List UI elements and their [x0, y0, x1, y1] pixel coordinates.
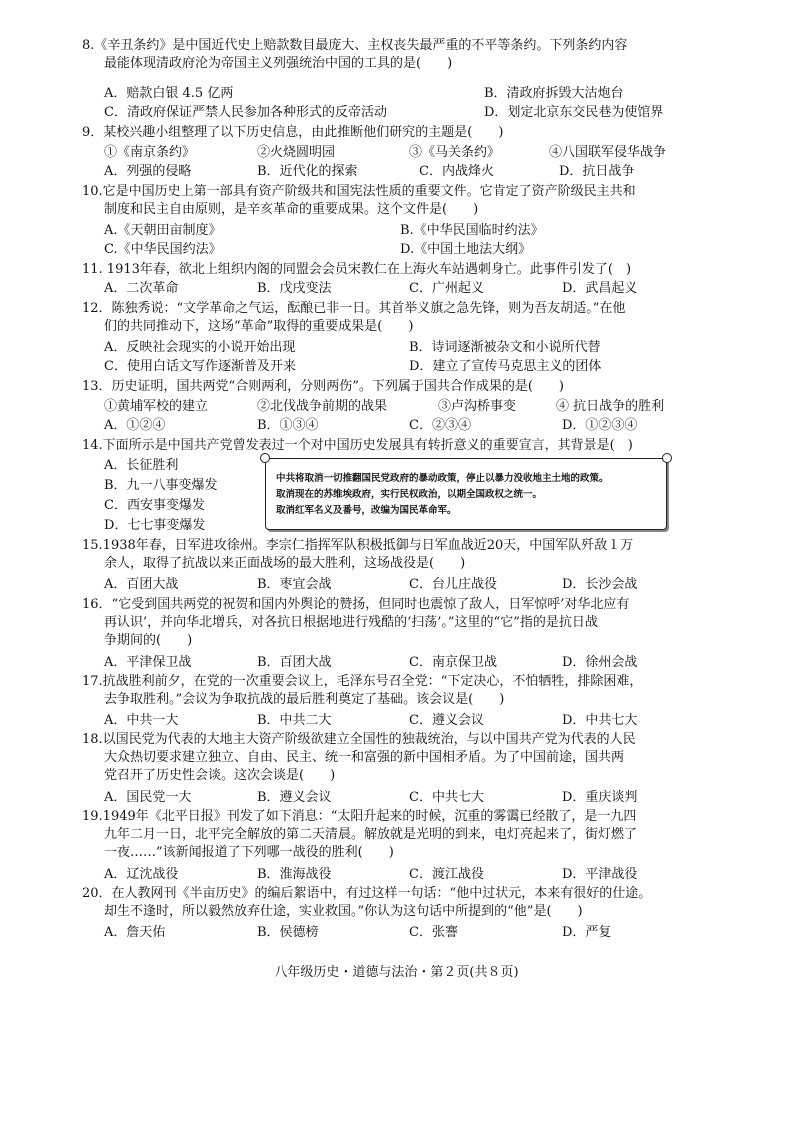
question-stem: 17.抗战胜利前夕，在党的一次重要会议上，毛泽东号召全党：“下定决心，不怕牺牲，排除困难， — [82, 674, 643, 689]
question-stem: 20．在人教网刊《半亩历史》的编后絮语中，有过这样一句话：“他中过状元，本来有很好的仕途。 — [82, 886, 652, 901]
option-d: D．建立了宣传马克思主义的团体 — [409, 359, 602, 374]
options-row — [82, 104, 722, 122]
question-continuation: 大众热切要求建立独立、自由、民主、统一和富强的新中国相矛盾。为了中国前途，国共两 — [104, 750, 625, 765]
option-c: C．南京保卫战 — [409, 655, 497, 670]
item-4: ④ 抗日战争的胜利 — [556, 399, 665, 414]
question-13 — [82, 378, 722, 396]
option-b: B．淮海战役 — [257, 867, 332, 882]
question-15 — [82, 537, 722, 573]
option-d: D．①②③④ — [562, 418, 638, 433]
question-18 — [82, 731, 722, 785]
option-b: B．九一八事变爆发 — [104, 478, 218, 493]
option-b: B．遵义会议 — [257, 790, 332, 805]
option-c: C.《中华民国约法》 — [104, 242, 222, 257]
option-b: B．清政府拆毁大沽炮台 — [484, 86, 624, 101]
question-stem: 15.1938年春，日军进攻徐州。李宗仁指挥军队积极抵御与日军血战近20天，中国军队歼敌１万 — [82, 538, 634, 553]
option-c: C．中共七大 — [409, 790, 484, 805]
option-c: C．张謇 — [409, 925, 458, 940]
declaration-line: 中共将取消一切推翻国民党政府的暴动政策，停止以暴力没收地主土地的政策。 — [276, 473, 609, 484]
item-2: ②北伐战争前期的战果 — [257, 399, 388, 414]
options-row — [82, 339, 722, 357]
option-c: C．②③④ — [409, 418, 471, 433]
question-8 — [82, 37, 722, 73]
question-stem: 19.1949年《北平日报》刊发了如下消息：“太阳升起来的时候，沉重的雾霭已经散了，是一九四 — [82, 809, 637, 824]
option-c: C．台儿庄战役 — [409, 577, 497, 592]
question-12 — [82, 300, 722, 336]
option-c: C．内战烽火 — [419, 164, 494, 179]
question-continuation: 去争取胜利。”会议为争取抗战的最后胜利奠定了基础。该会议是( ) — [104, 692, 505, 707]
option-d: D．抗日战争 — [559, 164, 635, 179]
options-row — [82, 417, 722, 435]
question-continuation: 制度和民主自由原则，是辛亥革命的重要成果。这个文件是( ) — [104, 202, 479, 217]
question-stem: 10.它是中国历史上第一部具有资产阶级共和国宪法性质的重要文件。它肯定了资产阶级民主共和 — [82, 184, 636, 199]
option-b: B.《中华民国临时约法》 — [400, 223, 544, 238]
options-row — [82, 866, 722, 884]
declaration-line: 取消红军名义及番号，改编为国民革命军。 — [276, 505, 457, 516]
question-19 — [82, 808, 722, 862]
declaration-scroll-box — [265, 458, 667, 530]
items-row — [82, 398, 722, 416]
option-c: C．使用白话文写作逐渐普及开来 — [104, 359, 296, 374]
option-b: B．①③④ — [257, 418, 319, 433]
page-footer: 八年级历史・道德与法治・第２页(共８页) — [274, 965, 519, 980]
option-d: D．严复 — [562, 925, 612, 940]
question-stem: 9．某校兴趣小组整理了以下历史信息，由此推断他们研究的主题是( ) — [82, 125, 504, 140]
items-row — [82, 144, 722, 162]
question-16 — [82, 596, 722, 650]
option-d: D．平津战役 — [562, 867, 638, 882]
item-2: ②火烧圆明园 — [257, 145, 336, 160]
option-a: A．百团大战 — [104, 577, 179, 592]
option-d: D．武昌起义 — [562, 281, 638, 296]
option-b: B．侯德榜 — [257, 925, 319, 940]
question-stem: 18.以国民党为代表的大地主大资产阶级欲建立全国性的独裁统治，与以中国共产党为代表的人民 — [82, 732, 636, 747]
options-row — [82, 241, 722, 259]
question-stem: 12．陈独秀说：“文学革命之气运，酝酿已非一日。其首举义旗之急先锋，则为吾友胡适。”在他 — [82, 301, 626, 316]
option-a: A．反映社会现实的小说开始出现 — [104, 340, 296, 355]
question-continuation: 们的共同推动下，这场“革命”取得的重要成果是( ) — [104, 319, 414, 334]
question-continuation: 最能体现清政府沦为帝国主义列强统治中国的工具的是( ) — [104, 56, 453, 71]
question-10 — [82, 183, 722, 219]
options-row — [82, 576, 722, 594]
option-b: B．百团大战 — [257, 655, 332, 670]
question-continuation: 争期间的( ) — [104, 633, 193, 648]
option-b: B．诗词逐渐被杂文和小说所代替 — [409, 340, 601, 355]
question-continuation: 一夜……”该新闻报道了下列哪一战役的胜利( ) — [104, 845, 394, 860]
options-row — [82, 163, 722, 181]
option-c: C．广州起义 — [409, 281, 484, 296]
question-11 — [82, 261, 722, 279]
option-a: A．詹天佑 — [104, 925, 166, 940]
question-17 — [82, 673, 722, 709]
options-row — [82, 85, 722, 103]
question-14 — [82, 437, 722, 455]
question-stem: 8.《辛丑条约》是中国近代史上赔款数目最庞大、主权丧失最严重的不平等条约。下列条约内容 — [82, 38, 628, 53]
question-9 — [82, 124, 722, 142]
question-stem: 13．历史证明，国共两党“合则两利，分则两伤”。下列属于国共合作成果的是( ) — [82, 379, 564, 394]
options-row — [82, 280, 722, 298]
option-a: A．平津保卫战 — [104, 655, 192, 670]
option-a: A．二次革命 — [104, 281, 179, 296]
question-continuation: 九年二月一日，北平完全解放的第二天清晨。解放就是光明的到来，电灯亮起来了，街灯燃了 — [104, 827, 638, 842]
option-a: A．辽沈战役 — [104, 867, 179, 882]
option-a: A．中共一大 — [104, 713, 179, 728]
item-4: ④八国联军侵华战争 — [549, 145, 667, 160]
option-a: A．国民党一大 — [104, 790, 192, 805]
options-row — [82, 222, 722, 240]
item-1: ①黄埔军校的建立 — [104, 399, 209, 414]
question-20 — [82, 885, 722, 921]
option-b: B．戊戌变法 — [257, 281, 332, 296]
question-stem: 11. 1913年春，欲北上组织内阁的同盟会会员宋教仁在上海火车站遇刺身亡。此事件引发了( ) — [82, 262, 632, 277]
options-row — [82, 789, 722, 807]
item-1: ①《南京条约》 — [104, 145, 196, 160]
option-d: D．徐州会战 — [562, 655, 638, 670]
option-c: C．渡江战役 — [409, 867, 484, 882]
declaration-line: 取消现在的苏维埃政府，实行民权政治，以期全国政权之统一。 — [276, 489, 543, 500]
question-continuation: 却生不逢时，所以毅然放弃仕途，实业救国。”你认为这句话中所提到的“他”是( ) — [104, 904, 583, 919]
option-b: B．枣宜会战 — [257, 577, 332, 592]
item-3: ③卢沟桥事变 — [438, 399, 517, 414]
option-b: B．近代化的探索 — [257, 164, 358, 179]
options-row — [82, 358, 722, 376]
option-a: A．长征胜利 — [104, 458, 179, 473]
option-d: D．长沙会战 — [562, 577, 638, 592]
item-3: ③《马关条约》 — [409, 145, 501, 160]
question-continuation: 党召开了历史性会谈。这次会谈是( ) — [104, 768, 336, 783]
option-a: A．列强的侵略 — [104, 164, 192, 179]
option-c: C．西安事变爆发 — [104, 498, 205, 513]
option-a: A.《天朝田亩制度》 — [104, 223, 222, 238]
option-c: C．遵义会议 — [409, 713, 484, 728]
options-row — [82, 654, 722, 672]
option-a: A．赔款白银 4.5 亿两 — [104, 86, 234, 101]
question-stem: 16．“它受到国共两党的祝贺和国内外舆论的赞扬，但同时也震惊了敌人，日军惊呼’对华北应有 — [82, 597, 630, 612]
option-c: C．清政府保证严禁人民参加各种形式的反帝活动 — [104, 105, 387, 120]
option-b: B．中共二大 — [257, 713, 332, 728]
option-d: D．中共七大 — [562, 713, 638, 728]
option-d: D．七七事变爆发 — [104, 518, 206, 533]
question-continuation: 再认识’，并向华北增兵，对各抗日根据地进行残酷的‘扫荡’。”这里的“它”指的是抗日战 — [104, 615, 598, 630]
question-continuation: 余人，取得了抗战以来正面战场的最大胜利，这场战役是( ) — [104, 556, 466, 571]
options-row — [82, 924, 722, 942]
option-d: D.《中国土地法大纲》 — [400, 242, 532, 257]
question-stem: 14.下面所示是中国共产党曾发表过一个对中国历史发展具有转折意义的重要宣言，其背景是( ) — [82, 438, 633, 453]
option-a: A．①②④ — [104, 418, 166, 433]
option-d: D．重庆谈判 — [562, 790, 638, 805]
options-row — [82, 712, 722, 730]
option-d: D．划定北京东交民巷为使馆界 — [484, 105, 664, 120]
